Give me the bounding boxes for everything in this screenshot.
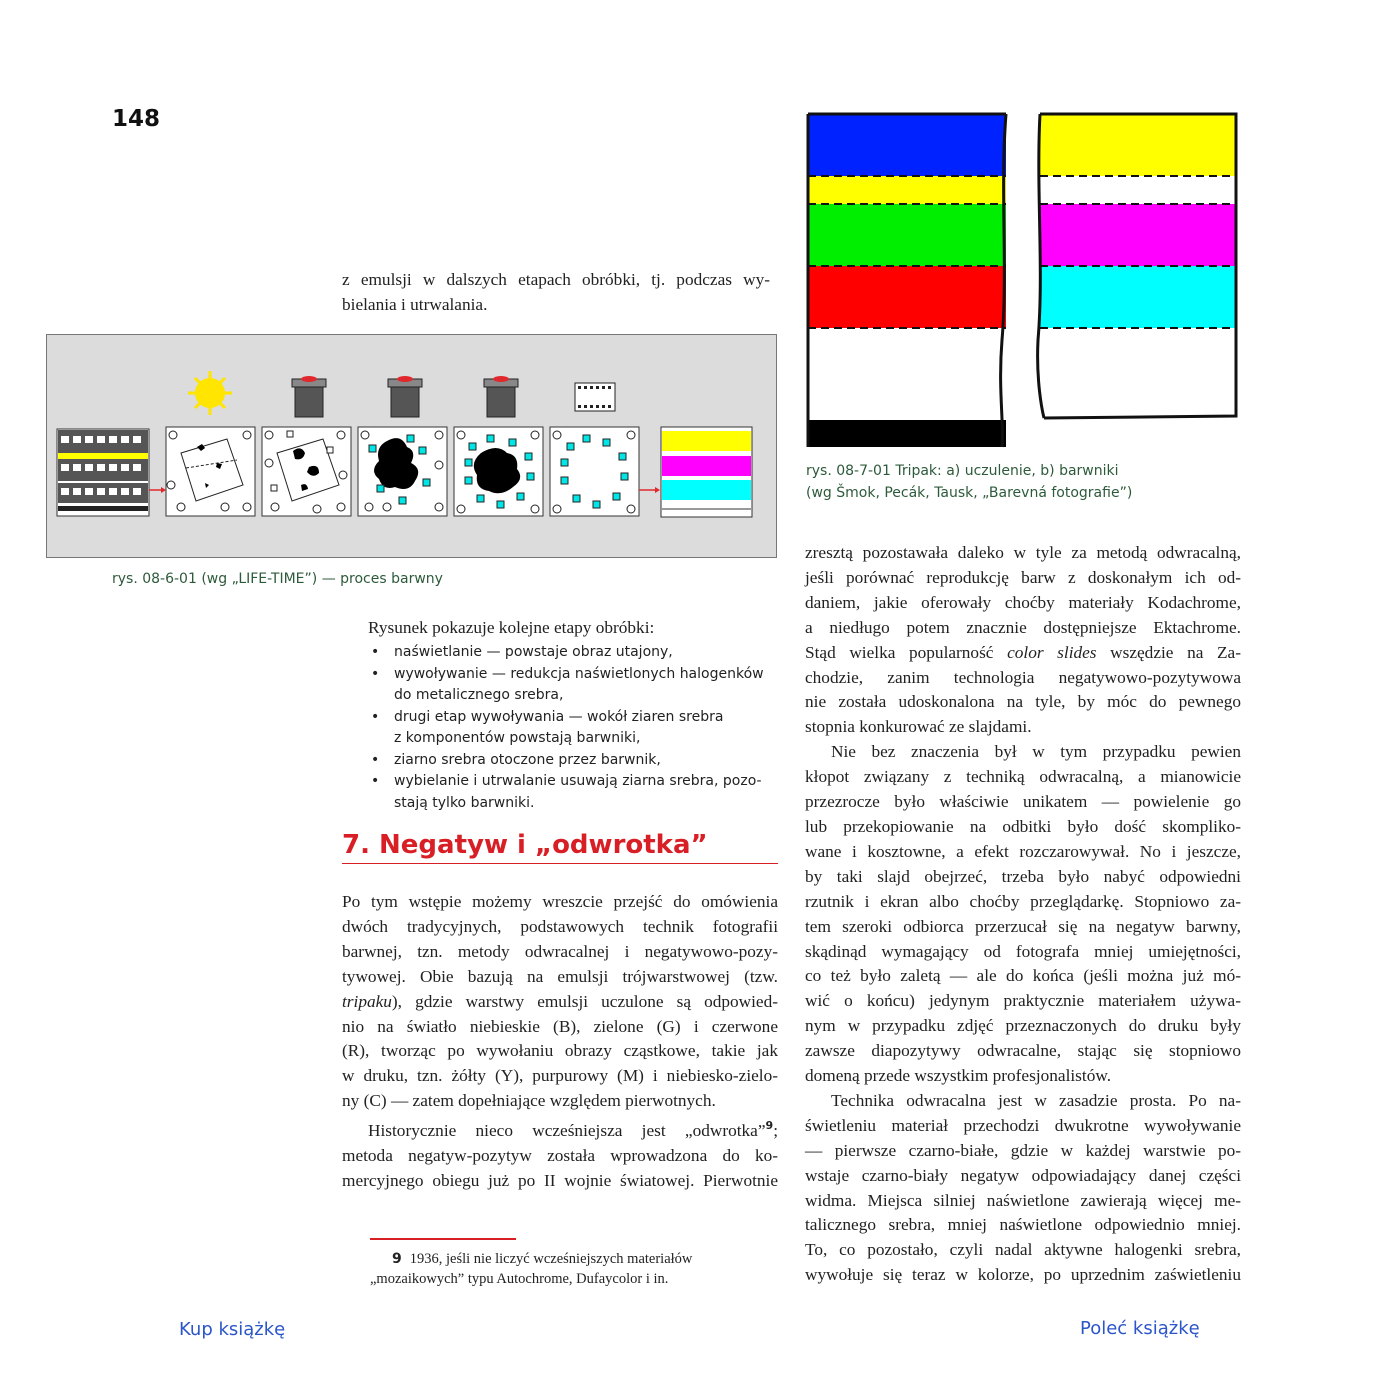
film-strip-icon — [575, 383, 615, 411]
developer-tank-icon — [292, 376, 326, 417]
dye-layer-yellow — [662, 431, 751, 451]
page-number: 148 — [112, 106, 161, 132]
text-line: by taki slajd obejrzeć, trzeba było nabyć odpowiedni — [805, 866, 1241, 886]
list-item: • naświetlanie — powstaje obraz utajony, — [368, 642, 788, 664]
text-line: wstaje czarno-biały negatyw odpowiadający danej części — [805, 1165, 1241, 1185]
text-line: bielania i utrwalania. — [342, 294, 488, 314]
recommend-book-link[interactable]: Poleć książkę — [1080, 1318, 1200, 1339]
text-line: świetleniu materiał przechodzi dwukrotne wywoływanie — [805, 1115, 1241, 1135]
process-diagram — [47, 335, 775, 556]
footnote-divider — [370, 1238, 516, 1240]
caption-line: (wg Šmok, Pecák, Tausk, „Barevná fotografie”) — [806, 485, 1133, 501]
text-line: stopnia konkurować ze slajdami. — [805, 717, 1032, 737]
section-heading: 7. Negatyw i „odwrotka” — [342, 830, 778, 864]
list-item: • wywoływanie — redukcja naświetlonych halogenków do metalicznego srebra, — [368, 664, 788, 707]
paragraph — [342, 890, 778, 1114]
footnote-line: 1936, jeśli nie liczyć wcześniejszych materiałów — [409, 1251, 693, 1267]
dye-layer-magenta — [662, 456, 751, 476]
buy-book-link[interactable]: Kup książkę — [179, 1319, 286, 1340]
developer-tank-icon — [484, 376, 518, 417]
text-line: wywołuje się teraz w kolorze, po uprzednim zaświetleniu — [805, 1265, 1241, 1285]
tripak-sensitization — [808, 114, 1006, 447]
text-line: nym w przypadku zdjęć przeznaczonych do druku były — [805, 1016, 1241, 1036]
text-line: zresztą pozostawała daleko w tyle za metodą odwracalną, — [805, 543, 1241, 562]
text-line: domeną przede wszystkim profesjonalistów. — [805, 1066, 1112, 1086]
text-line: talicznego srebra, mniej naświetlone odpowiednio mniej. — [805, 1215, 1241, 1235]
text-line: dwóch tradycyjnych, podstawowych technik fotografii — [342, 916, 778, 936]
text-line: przezrocze było właściwie unikatem — powielenie go — [805, 792, 1241, 812]
list-item: • wybielanie i utrwalanie usuwają ziarna srebra, pozo- stają tylko barwniki. — [368, 771, 788, 814]
layer-yellow — [58, 453, 148, 459]
text-line: kłopot związany z techniką odwracalną, a mianowicie — [805, 767, 1241, 787]
text-line: nie została udoskonalona na tyle, by móc do pewnego — [805, 692, 1241, 712]
dye-grain-panel — [454, 427, 543, 516]
text-line: wić o końcu) jedynym praktycznie materiałem używa- — [805, 991, 1241, 1011]
footnote — [370, 1249, 770, 1289]
left-column-text — [342, 890, 778, 1194]
bleach-fix-panel — [550, 427, 639, 516]
text-line: (R), tworząc po wywołaniu obrazy cząstkowe, takie jak — [342, 1041, 778, 1061]
tripak-figure — [804, 110, 1244, 450]
tripak-cross-section-icon — [57, 429, 149, 516]
arrow-icon — [149, 487, 166, 493]
footnote-number: 9 — [392, 1251, 402, 1267]
text-line: Nie bez znaczenia był w tym przypadku pewien — [831, 742, 1241, 762]
text-line: mercyjnego obiegu już po II wojnie światowej. Pierwotnie — [342, 1170, 778, 1190]
top-paragraph — [342, 268, 770, 318]
text-line: To, co pozostało, czyli nadal aktywne halogenki srebra, — [805, 1240, 1241, 1260]
text-line: barwnej, tzn. metody odwracalnej i negatywowo-pozy- — [342, 941, 778, 961]
text-line: co też było zaletą — ale do końca (jeśli można już mó- — [805, 966, 1241, 986]
tripak-caption — [806, 460, 1132, 504]
text-line: widma. Miejsca silniej naświetlone zawierają więcej me- — [805, 1190, 1241, 1210]
text-line: Stąd wielka popularność color slides wszędzie na Za- — [805, 642, 1241, 662]
tripak-dyes — [1038, 114, 1236, 418]
process-steps-list — [368, 642, 788, 814]
dye-layers-result — [661, 427, 752, 517]
paragraph — [342, 1114, 778, 1193]
text-line: Po tym wstępie możemy wreszcie przejść do omówienia — [342, 892, 778, 911]
text-line: daniem, jakie oferowały choćby materiały Kodachrome, — [805, 592, 1241, 612]
text-line: rzutnik i ekran albo choćby przeglądarkę. Stopniowo za- — [805, 891, 1241, 911]
process-figure — [46, 334, 777, 558]
text-line: jeśli porównać reprodukcję barw z doskonałym ich od- — [805, 567, 1241, 587]
text-line: z emulsji w dalszych etapach obróbki, tj. podczas wy- — [342, 270, 770, 289]
process-caption: rys. 08-6-01 (wg „LIFE-TIME”) — proces barwny — [112, 571, 443, 587]
text-line: skądinąd wymagający od fotografa mniej umiejętności, — [805, 941, 1241, 961]
footnote-line: „mozaikowych” typu Autochrome, Dufaycolor i in. — [370, 1271, 669, 1287]
list-item: • ziarno srebra otoczone przez barwnik, — [368, 750, 788, 772]
text-line: — pierwsze czarno-białe, gdzie w każdej warstwie po- — [805, 1140, 1241, 1160]
text-line: chodzie, zanim technologia negatywowo-pozytywowa — [805, 667, 1241, 687]
text-line: a niedługo potem znacznie dostępniejsze Ektachrome. — [805, 617, 1241, 637]
text-line: w druku, tzn. żółty (Y), purpurowy (M) i niebiesko-zielo- — [342, 1066, 778, 1086]
text-line: ny (C) — zatem dopełniające względem pierwotnych. — [342, 1091, 716, 1111]
text-line: tripaku), gdzie warstwy emulsji uczulone są odpowied- — [342, 991, 778, 1011]
text-line: wane i kosztowne, a efekt rozczarowywał. No i jeszcze, — [805, 841, 1241, 861]
text-line: lub przekopiowanie na odbitki było dość skompliko- — [805, 816, 1241, 836]
right-column-text — [805, 541, 1241, 1288]
text-line: Historycznie nieco wcześniejsza jest „odwrotka”$^9$; — [368, 1119, 778, 1140]
caption-line: rys. 08-7-01 Tripak: a) uczulenie, b) barwniki — [806, 463, 1119, 479]
dye-layer-cyan — [662, 480, 751, 500]
paragraph — [805, 541, 1241, 740]
list-item: • drugi etap wywoływania — wokół ziaren srebra z komponentów powstają barwniki, — [368, 707, 788, 750]
text-line: metoda negatyw-pozytyw została wprowadzona do ko- — [342, 1145, 778, 1165]
text-line: tywowej. Obie bazują na emulsji trójwarstwowej (tzw. — [342, 966, 778, 986]
text-line: nio na światło niebieskie (B), zielone (G) i czerwone — [342, 1016, 778, 1036]
second-development-panel — [358, 427, 447, 516]
text-line: Technika odwracalna jest w zasadzie prosta. Po na- — [831, 1090, 1241, 1110]
text-line: tem szeroki odbiorca przerzucał się na negatyw barwny, — [805, 916, 1241, 936]
list-intro: Rysunek pokazuje kolejne etapy obróbki: — [368, 618, 655, 637]
text-line: zawsze diapozytywy odwracalne, stając się stopniowo — [805, 1041, 1241, 1061]
paragraph — [805, 1089, 1241, 1288]
paragraph — [805, 740, 1241, 1089]
arrow-icon — [639, 487, 660, 493]
sun-icon — [188, 371, 232, 415]
latent-image-panel — [166, 427, 255, 516]
development-panel — [262, 427, 351, 516]
developer-tank-icon — [388, 376, 422, 417]
